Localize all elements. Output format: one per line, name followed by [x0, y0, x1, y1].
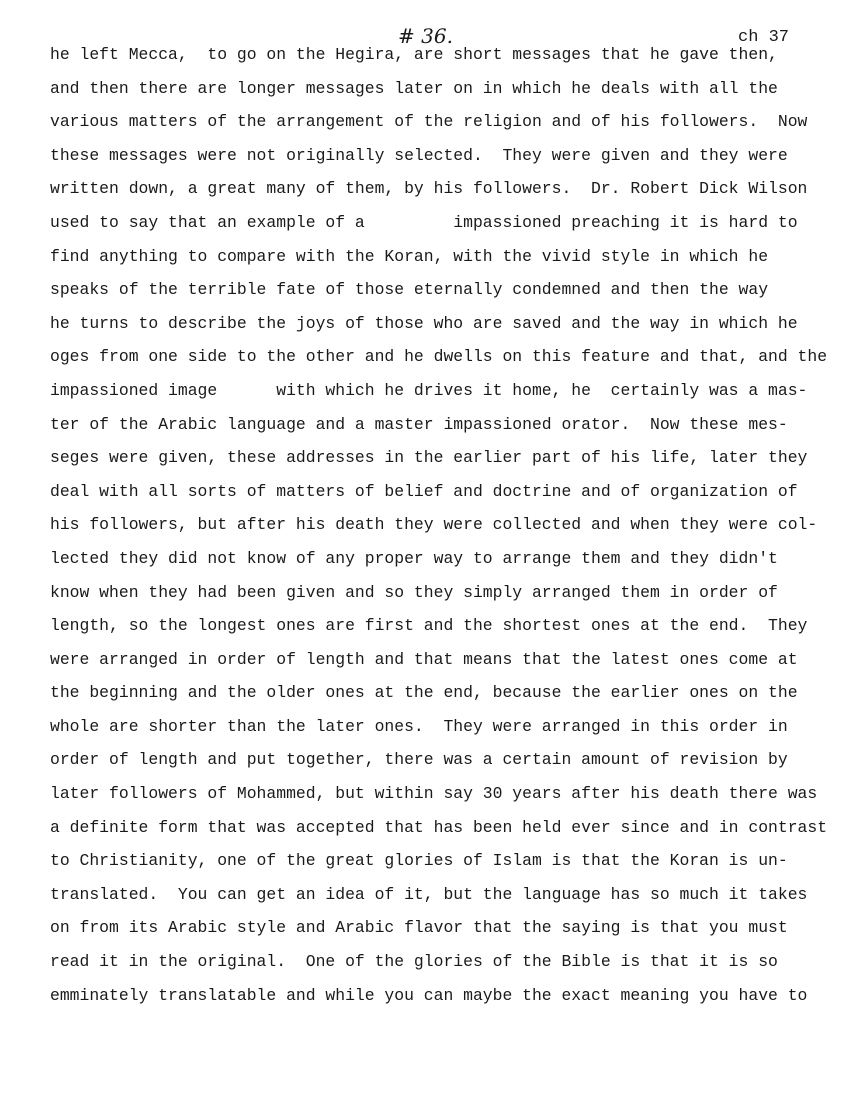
- text-line: impassioned image with which he drives it home, he certainly was a mas-: [50, 380, 808, 400]
- text-line: order of length and put together, there was a certain amount of revision by: [50, 750, 788, 770]
- text-line: translated. You can get an idea of it, but the language has so much it takes: [50, 884, 808, 904]
- text-line: used to say that an example of a impassioned preaching it is hard to: [50, 212, 798, 232]
- page-label: ch 37: [738, 28, 790, 47]
- text-line: oges from one side to the other and he dwells on this feature and that, and the: [50, 347, 828, 367]
- text-line: written down, a great many of them, by his followers. Dr. Robert Dick Wilson: [50, 179, 808, 199]
- text-line: emminately translatable and while you can maybe the exact meaning you have to: [50, 985, 808, 1005]
- text-line: length, so the longest ones are first and the shortest ones at the end. They: [50, 616, 808, 636]
- text-line: find anything to compare with the Koran, with the vivid style in which he: [50, 246, 769, 266]
- text-line: he turns to describe the joys of those who are saved and the way in which he: [50, 313, 798, 333]
- text-line: deal with all sorts of matters of belief and doctrine and of organization of: [50, 481, 798, 501]
- text-line: these messages were not originally selected. They were given and they were: [50, 145, 788, 165]
- text-line: read it in the original. One of the glories of the Bible is that it is so: [50, 952, 778, 972]
- text-line: his followers, but after his death they were collected and when they were col-: [50, 515, 818, 535]
- text-line: ter of the Arabic language and a master impassioned orator. Now these mes-: [50, 414, 788, 434]
- text-line: he left Mecca, to go on the Hegira, are short messages that he gave then,: [50, 45, 778, 64]
- text-line: were arranged in order of length and that means that the latest ones come at: [50, 649, 798, 669]
- text-line: lected they did not know of any proper way to arrange them and they didn't: [50, 548, 778, 568]
- text-line: later followers of Mohammed, but within say 30 years after his death there was: [50, 784, 818, 804]
- text-line: various matters of the arrangement of the religion and of his followers. Now: [50, 112, 808, 132]
- handwritten-page-number: # 36.: [398, 24, 453, 48]
- text-line: on from its Arabic style and Arabic flavor that the saying is that you must: [50, 918, 788, 938]
- text-line: speaks of the terrible fate of those eternally condemned and then the way: [50, 280, 769, 300]
- text-line: whole are shorter than the later ones. They were arranged in this order in: [50, 716, 788, 736]
- document-body: [50, 38, 850, 1012]
- text-line: and then there are longer messages later on in which he deals with all the: [50, 78, 778, 98]
- text-line: the beginning and the older ones at the end, because the earlier ones on the: [50, 683, 798, 703]
- text-line: a definite form that was accepted that has been held ever since and in contrast: [50, 817, 828, 837]
- text-line: to Christianity, one of the great glories of Islam is that the Koran is un-: [50, 851, 788, 871]
- text-line: know when they had been given and so they simply arranged them in order of: [50, 582, 778, 602]
- text-line: seges were given, these addresses in the earlier part of his life, later they: [50, 448, 808, 468]
